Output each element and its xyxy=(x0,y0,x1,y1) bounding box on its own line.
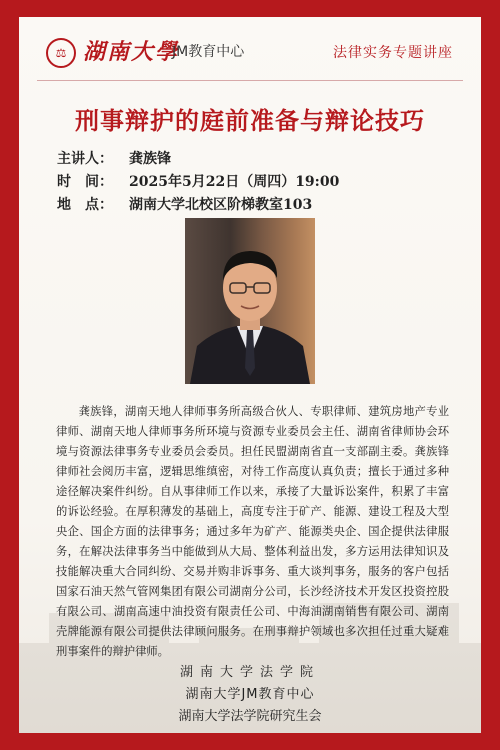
organizer-law-school: 湖南大学法学院 xyxy=(179,665,320,680)
center-name: JM教育中心 xyxy=(172,44,245,60)
university-seal-icon: ⚖ xyxy=(46,38,76,68)
place-value: 湖南大学北校区阶梯教室103 xyxy=(129,197,313,213)
header xyxy=(19,17,481,89)
university-logo: 湖南大學 xyxy=(83,39,180,65)
time-row xyxy=(57,171,339,194)
poster-card xyxy=(19,17,481,733)
speaker-name: 龚族锋 xyxy=(129,151,171,167)
time-value: 2025年5月22日（周四）19:00 xyxy=(129,174,340,190)
lecture-info xyxy=(57,148,339,217)
time-label: 时 间： xyxy=(57,174,113,190)
place-row xyxy=(57,194,339,217)
place-label: 地 点： xyxy=(57,197,113,213)
speaker-label: 主讲人： xyxy=(57,151,113,167)
speaker-photo xyxy=(185,218,315,384)
lecture-title: 刑事辩护的庭前准备与辩论技巧 xyxy=(75,106,425,135)
speaker-row xyxy=(57,148,339,171)
organizer-student-union: 湖南大学法学院研究生会 xyxy=(178,709,322,724)
series-label: 法律实务专题讲座 xyxy=(333,45,453,61)
organizer-jm-center: 湖南大学JM教育中心 xyxy=(185,687,315,702)
speaker-bio: 龚族锋，湖南天地人律师事务所高级合伙人、专职律师、建筑房地产专业律师、湖南天地人律师事务所环境与资源专业委员会主任、湖南省律师协会环境与资源法律事务专业委员会委员。担任民盟湖南省直一支部副主委。龚族锋律师社会阅历丰富，逻辑思维缜密，对待工作高度认真负责；擅长于通过多种途径解决案件纠纷。自从事律师工作以来，承接了大量诉讼案件，积累了丰富的诉讼经验。在厚积薄发的基础上，高度专注于矿产、能源、建设工程及大型央企、国企方面的法律事务；通过多年为矿产、能源类央企、国企提供法律服务，在解决法律事务当中能做到从大局、整体利益出发，多方运用法律知识及技能解决重大合同纠纷、交易并购非诉事务、重大谈判事务，服务的客户包括国家石油天然气管网集团有限公司湖南分公司，长沙经济技术开发区投资控股有限公司、湖南高速中油投资有限责任公司、中海油湖南销售有限公司、湖南壳牌能源有限公司提供法律顾问服务。在刑事辩护领域也多次担任过重大疑难刑事案件的辩护律师。 xyxy=(56,405,449,658)
header-divider xyxy=(37,80,463,81)
organizers xyxy=(19,662,481,728)
